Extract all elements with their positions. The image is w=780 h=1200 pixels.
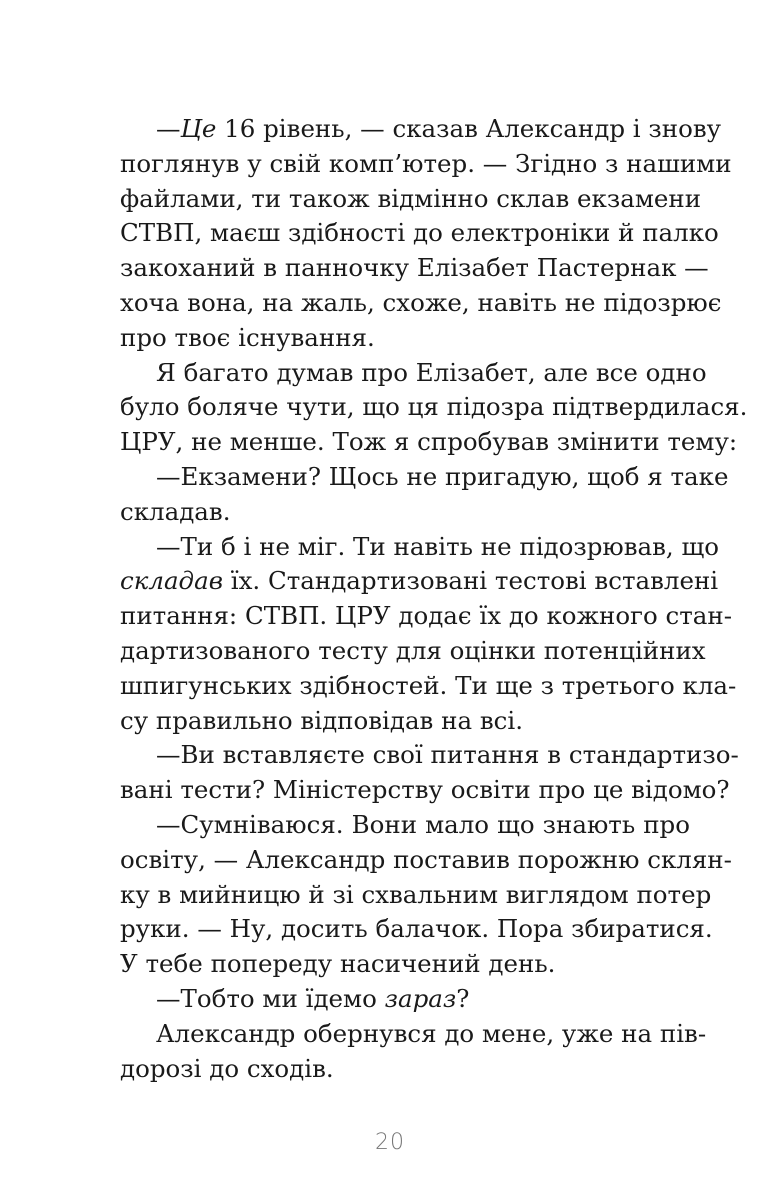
- text-run: питання: СТВП. ЦРУ додає їх до кожного стан-: [120, 601, 732, 631]
- text-run: —Сумніваюся. Вони мало що знають про: [156, 809, 690, 839]
- text-line: [120, 321, 690, 356]
- text-run: було боляче чути, що ця підозра підтвердилася.: [120, 392, 748, 422]
- text-run: —Екзамени? Щось не пригадую, щоб я таке: [156, 461, 729, 491]
- text-line: [120, 947, 690, 982]
- text-line: [120, 390, 748, 425]
- text-line: [120, 599, 732, 634]
- text-run: Александр обернувся до мене, уже на пів-: [156, 1018, 707, 1048]
- italic-text: складав: [120, 566, 223, 596]
- text-line: [120, 843, 732, 878]
- paragraph: [120, 112, 732, 356]
- text-run: хоча вона, на жаль, схоже, навіть не підозрює: [120, 287, 722, 317]
- text-run: шпигунських здібностей. Ти ще з третього кла-: [120, 670, 737, 700]
- text-line: [120, 495, 690, 530]
- text-line: [120, 773, 730, 808]
- text-line: [120, 669, 737, 704]
- paragraph: [120, 530, 737, 739]
- text-line: [120, 1052, 690, 1087]
- text-run: ку в мийницю й зі схвальним виглядом потер: [120, 879, 712, 909]
- paragraph: [120, 982, 690, 1017]
- text-run: вані тести? Міністерству освіти про це відомо?: [120, 775, 730, 805]
- text-run: дорозі до сходів.: [120, 1053, 334, 1083]
- text-run: —Ви вставляєте свої питання в стандартизо-: [156, 740, 739, 770]
- text-line: [120, 808, 690, 843]
- text-line: [120, 1017, 707, 1052]
- text-run: освіту, — Александр поставив порожню склян-: [120, 844, 732, 874]
- text-line: [120, 216, 719, 251]
- text-run: руки. — Ну, досить балачок. Пора збиратися.: [120, 914, 713, 944]
- text-run: —: [156, 114, 181, 143]
- italic-text: зараз: [384, 983, 457, 1013]
- italic-text: Це: [180, 114, 217, 143]
- text-run: 16 рівень, — сказав Александр і знову: [216, 114, 722, 143]
- text-line: [120, 286, 722, 321]
- text-run: закоханий в панночку Елізабет Пастернак —: [120, 253, 709, 283]
- text-line: [120, 634, 706, 669]
- text-line: [120, 704, 690, 739]
- text-line: [120, 112, 722, 147]
- paragraph: [120, 460, 729, 530]
- text-run: СТВП, маєш здібності до електроніки й палко: [120, 218, 719, 248]
- text-run: ?: [456, 983, 470, 1013]
- text-run: Я багато думав про Елізабет, але все одно: [156, 357, 707, 387]
- paragraph: [120, 808, 732, 982]
- text-line: [120, 530, 720, 565]
- text-line: [120, 878, 712, 913]
- text-run: поглянув у свій комп’ютер. — Згідно з нашими: [120, 148, 732, 178]
- text-line: [120, 425, 738, 460]
- page-number: 20: [375, 1130, 405, 1155]
- text-line: [120, 912, 713, 947]
- paragraph: [120, 356, 748, 460]
- text-line: [120, 356, 707, 391]
- body-text: [120, 112, 748, 1086]
- text-run: —Тобто ми їдемо: [156, 983, 385, 1013]
- text-run: дартизованого тесту для оцінки потенційних: [120, 635, 706, 665]
- text-run: су правильно відповідав на всі.: [120, 705, 523, 735]
- text-line: [120, 564, 719, 599]
- text-run: —Ти б і не міг. Ти навіть не підозрював, що: [156, 531, 720, 561]
- text-line: [120, 738, 739, 773]
- text-run: складав.: [120, 496, 231, 526]
- text-line: [120, 182, 702, 217]
- paragraph: [120, 1017, 707, 1087]
- text-run: У тебе попереду насичений день.: [120, 949, 556, 979]
- text-run: ЦРУ, не менше. Тож я спробував змінити тему:: [120, 427, 738, 457]
- text-line: [120, 147, 732, 182]
- text-run: про твоє існування.: [120, 322, 375, 352]
- text-line: [120, 460, 729, 495]
- text-line: [120, 982, 690, 1017]
- text-run: файлами, ти також відмінно склав екзамени: [120, 183, 702, 213]
- paragraph: [120, 738, 739, 808]
- text-line: [120, 251, 709, 286]
- text-run: їх. Стандартизовані тестові вставлені: [222, 566, 719, 596]
